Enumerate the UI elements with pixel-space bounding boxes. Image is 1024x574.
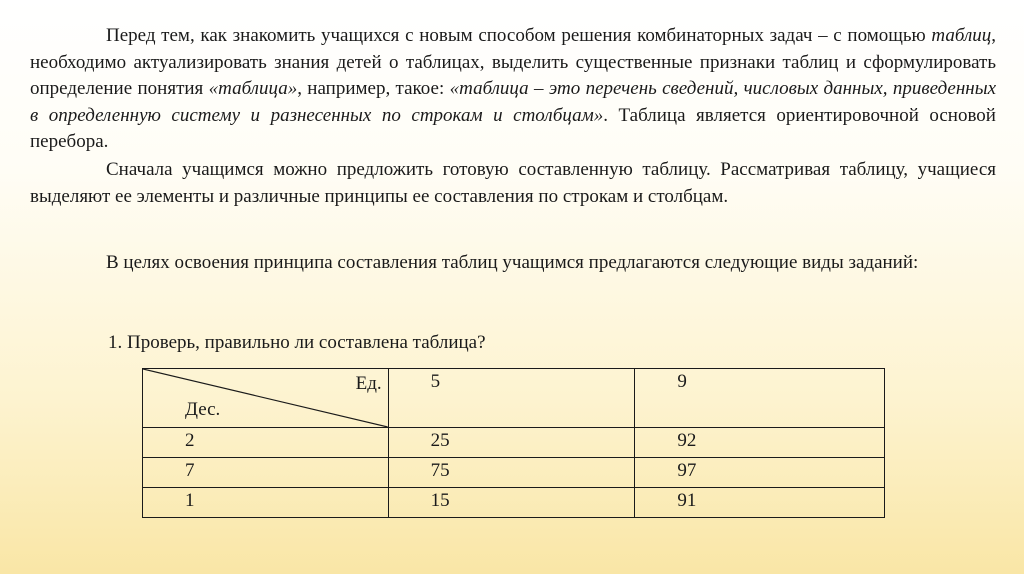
intro-text-1: Перед тем, как знакомить учащихся с новым способом решения комбинаторных задач – с помощью [106,25,932,46]
table-row-label: 2 [143,428,389,458]
table-row [143,458,885,488]
table-cell: 97 [635,458,885,488]
table-row-label: 7 [143,458,389,488]
table-row-label: 1 [143,488,389,518]
table-header-cell: 5 [388,369,635,428]
third-paragraph [30,250,996,277]
table-cell: 91 [635,488,885,518]
third-paragraph-text: В целях освоения принципа составления таблиц учащимся предлагаются следующие виды заданий: [106,252,919,273]
intro-text-4: . Таблица является ориентировочной основой перебора. [30,104,996,152]
combination-table [142,368,885,518]
table-header-row [143,369,885,428]
intro-emphasis-tables: таблиц [931,25,992,46]
second-paragraph [30,157,996,210]
intro-text-2: , необходимо актуализировать знания детей о таблицах, выделить существенные признаки таблиц и сформулировать определение понятия [30,25,996,99]
table-corner-cell [143,369,389,428]
slide [30,0,996,574]
diagonal-divider [143,369,388,427]
table-cell: 75 [388,458,635,488]
intro-text-3: , например, такое: [297,78,450,99]
table-cell: 92 [635,428,885,458]
corner-label-tens: Дес. [185,399,221,420]
table-row [143,428,885,458]
table-row [143,488,885,518]
table-cell: 25 [388,428,635,458]
table-cell: 15 [388,488,635,518]
corner-label-units: Ед. [355,373,382,394]
task-1-heading: 1. Проверь, правильно ли составлена таблица? [108,332,486,353]
intro-emphasis-term: «таблица» [208,78,298,99]
intro-emphasis-definition: «таблица – это перечень сведений, числовых данных, приведенных в определенную систему и разнесенных по строкам и столбцам» [30,78,997,126]
second-paragraph-text: Сначала учащимся можно предложить готовую составленную таблицу. Рассматривая таблицу, учащиеся выделяют ее элементы и различные принципы ее составления по строкам и столбцам. [30,159,996,207]
table-header-cell: 9 [635,369,885,428]
intro-paragraph [30,23,996,156]
